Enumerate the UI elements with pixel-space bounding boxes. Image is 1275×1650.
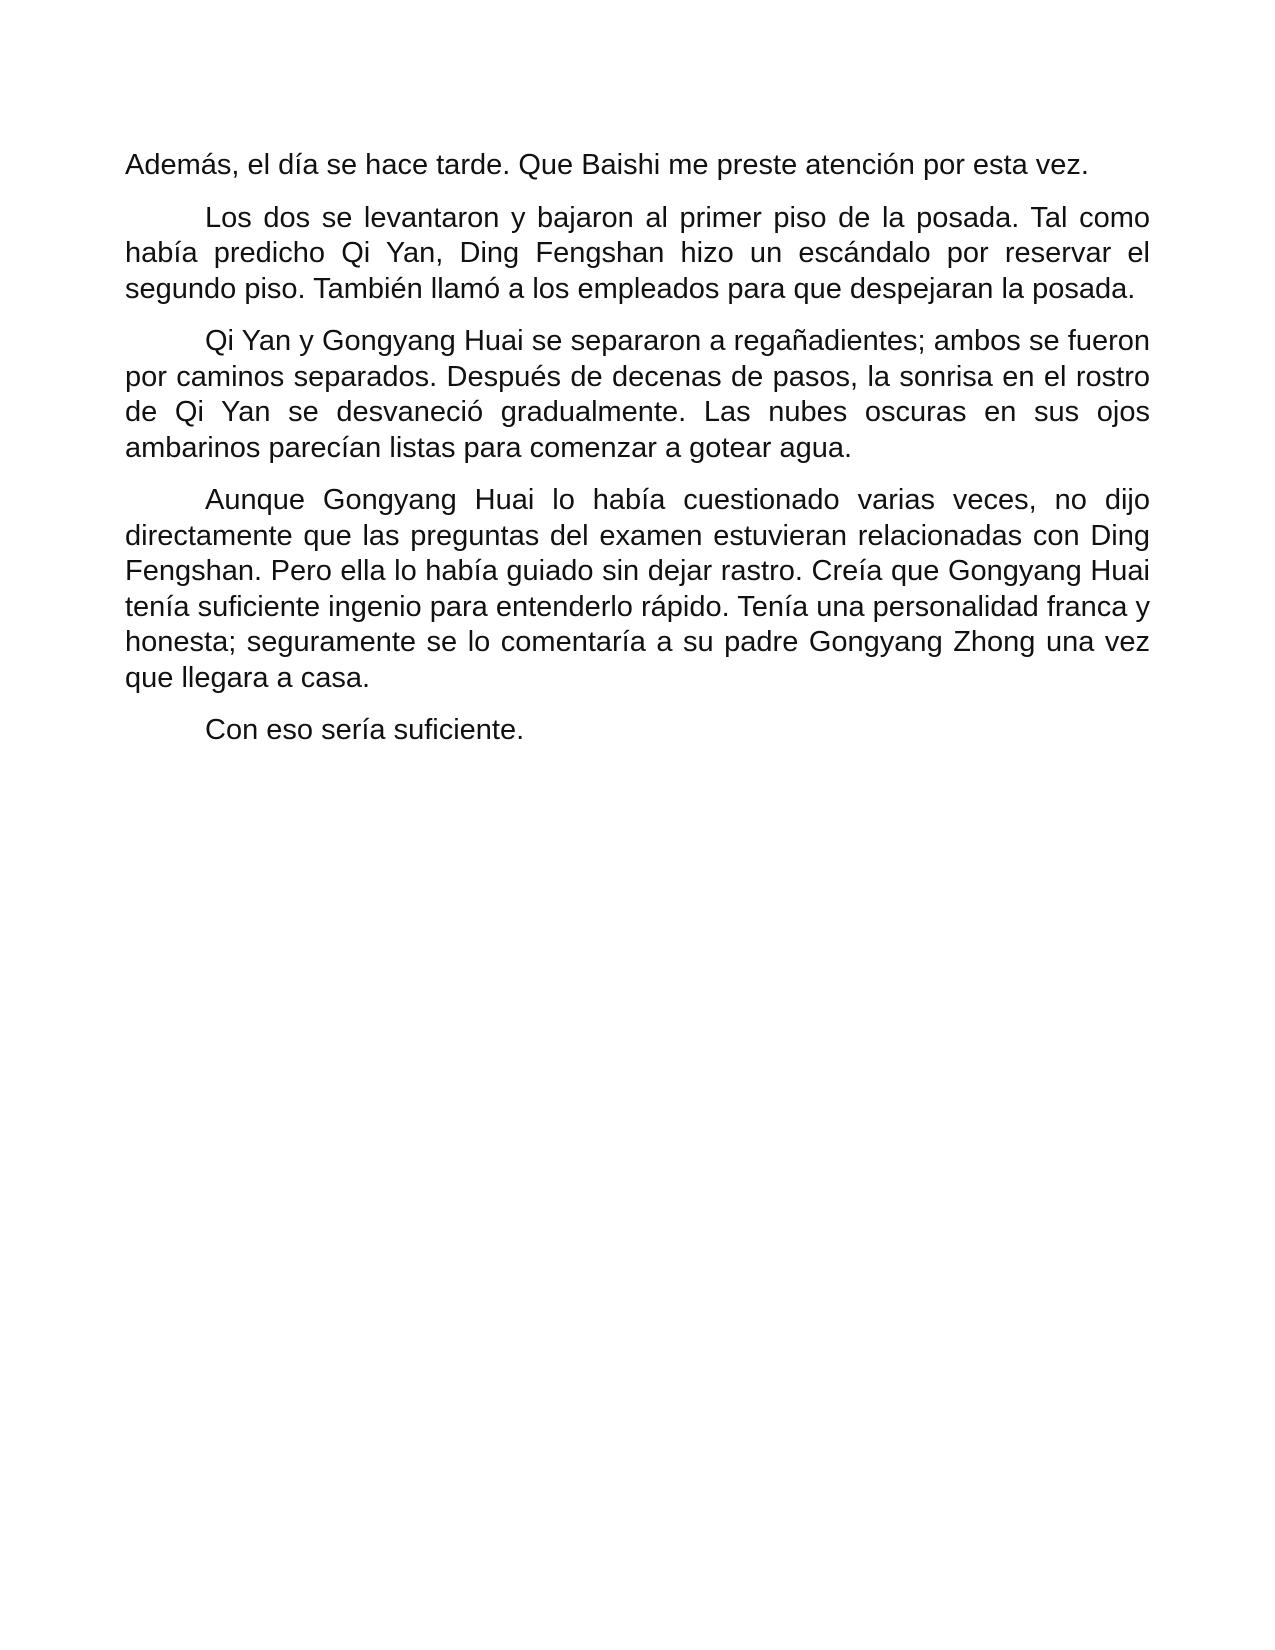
paragraph: Con eso sería suficiente.	[205, 714, 525, 746]
paragraph: Los dos se levantaron y bajaron al primer piso de la posada. Tal como había predicho Qi Yan, Ding Fengshan hizo un escándalo por reservar el segundo piso. También llamó a los empleados para que despejaran la posada.	[125, 201, 1150, 305]
paragraph: Además, el día se hace tarde. Que Baishi me preste atención por esta vez.	[125, 149, 1089, 181]
document-body	[125, 148, 1150, 766]
paragraph: Aunque Gongyang Huai lo había cuestionado varias veces, no dijo directamente que las preguntas del examen estuvieran relacionadas con Ding Fengshan. Pero ella lo había guiado sin dejar rastro. Creía que Gongyang Huai tenía suficiente ingenio para entenderlo rápido. Tenía una personalidad franca y honesta; seguramente se lo comentaría a su padre Gongyang Zhong una vez que llegara a casa.	[125, 484, 1150, 694]
paragraph: Qi Yan y Gongyang Huai se separaron a regañadientes; ambos se fueron por caminos separados. Después de decenas de pasos, la sonrisa en el rostro de Qi Yan se desvaneció gradualmente. Las nubes oscuras en sus ojos ambarinos parecían listas para comenzar a gotear agua.	[125, 325, 1150, 464]
